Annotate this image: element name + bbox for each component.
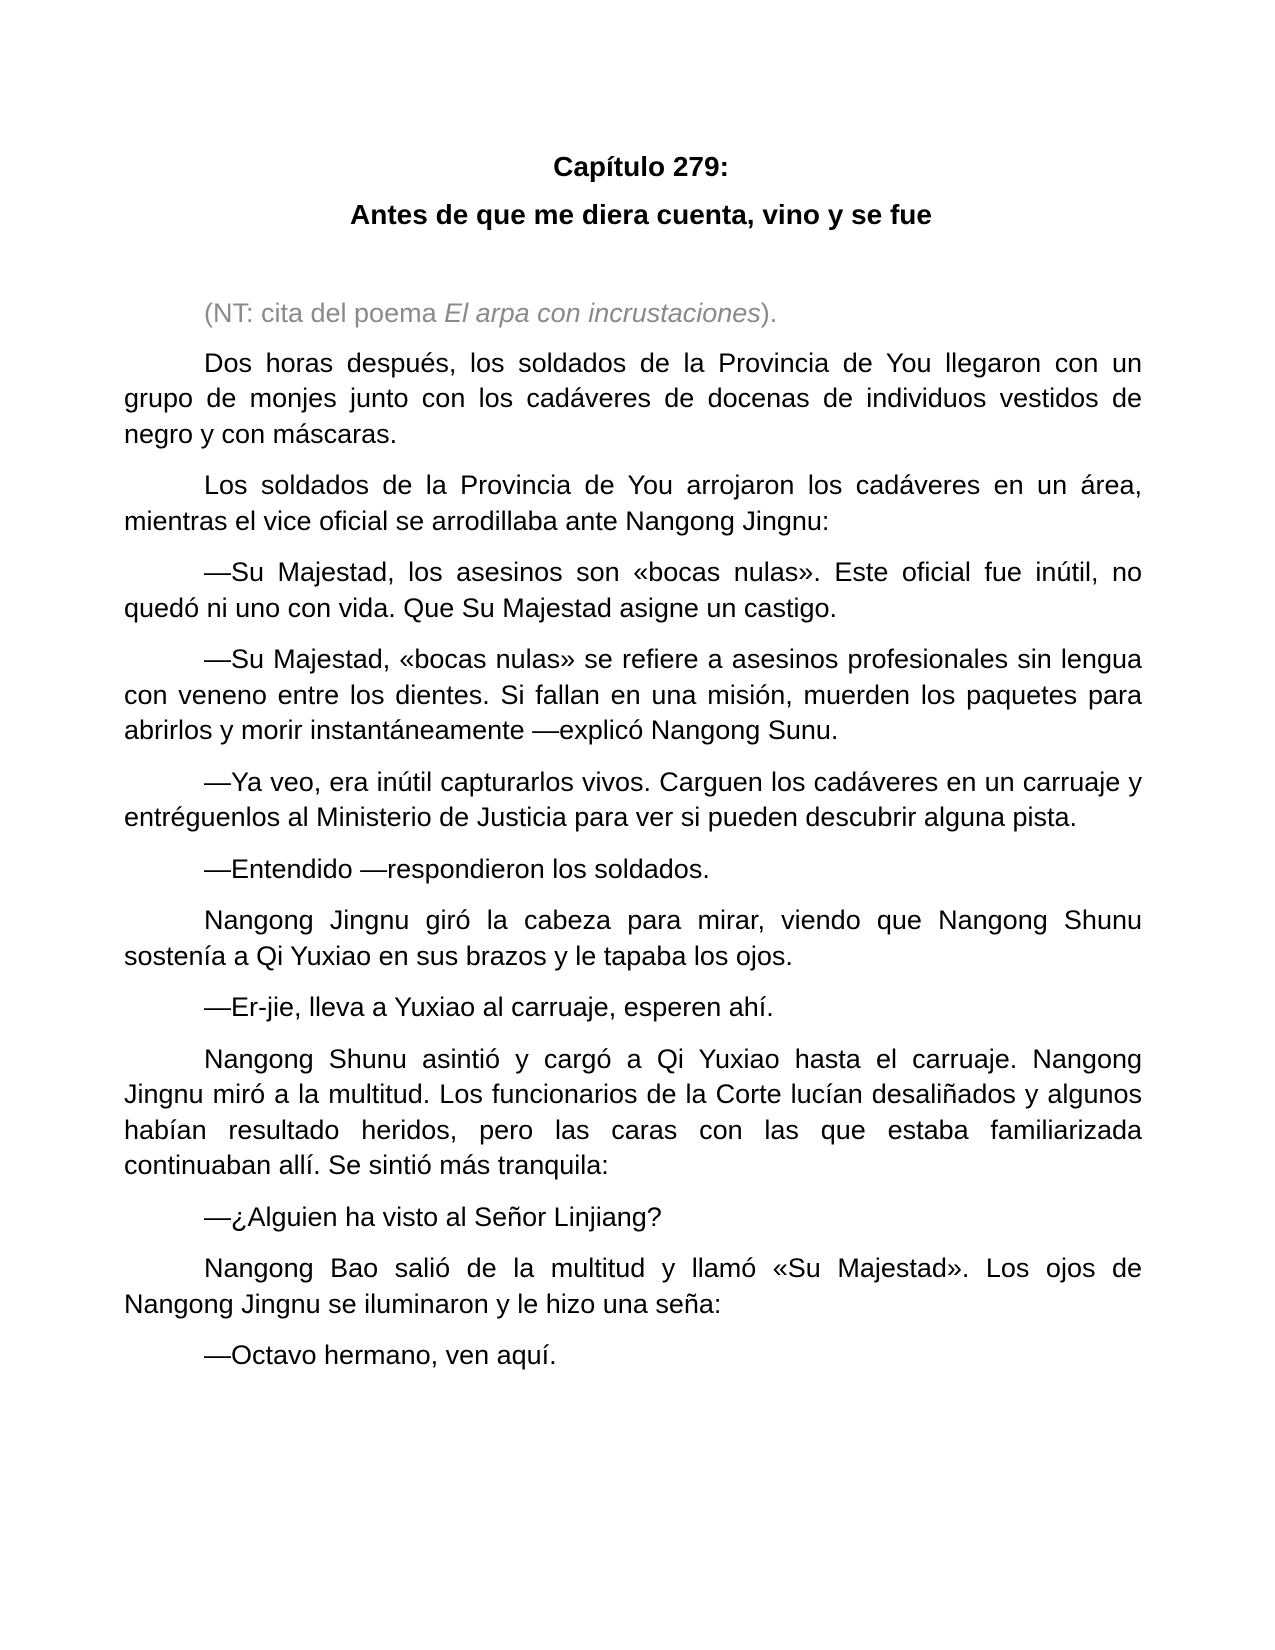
note-poem-title: El arpa con incrustaciones — [444, 298, 761, 328]
paragraph: Dos horas después, los soldados de la Provincia de You llegaron con un grupo de monjes junto con los cadáveres de docenas de individuos vestidos de negro y con máscaras. — [124, 347, 1142, 449]
paragraph: —Entendido —respondieron los soldados. — [204, 853, 710, 884]
chapter-title: Antes de que me diera cuenta, vino y se fue — [350, 199, 932, 230]
note-suffix: ). — [760, 298, 778, 328]
paragraph: —Er-jie, lleva a Yuxiao al carruaje, esperen ahí. — [204, 992, 774, 1022]
chapter-number: Capítulo 279: — [553, 151, 729, 182]
document-page — [124, 150, 1142, 1390]
note-prefix: (NT: cita del poema — [204, 298, 445, 328]
translator-note — [124, 296, 1142, 332]
paragraph: Nangong Shunu asintió y cargó a Qi Yuxiao hasta el carruaje. Nangong Jingnu miró a la multitud. Los funcionarios de la Corte lucían desaliñados y algunos habían resultado heridos, pero las caras con las que estaba familiarizada continuaban allí. Se sintió más tranquila: — [124, 1043, 1142, 1180]
paragraph: —Su Majestad, los asesinos son «bocas nulas». Este oficial fue inútil, no quedó ni uno con vida. Que Su Majestad asigne un castigo. — [124, 557, 1142, 623]
paragraph: —Su Majestad, «bocas nulas» se refiere a asesinos profesionales sin lengua con veneno entre los dientes. Si fallan en una misión, muerden los paquetes para abrirlos y morir instantáneamente —explicó Nangong Sunu. — [124, 644, 1142, 745]
paragraph: —Ya veo, era inútil capturarlos vivos. Carguen los cadáveres en un carruaje y entréguenlos al Ministerio de Justicia para ver si pueden descubrir alguna pista. — [124, 766, 1142, 832]
paragraph: —Octavo hermano, ven aquí. — [204, 1340, 557, 1370]
chapter-body — [124, 296, 1142, 1374]
paragraph: Nangong Bao salió de la multitud y llamó «Su Majestad». Los ojos de Nangong Jingnu se iluminaron y le hizo una seña: — [124, 1253, 1142, 1319]
paragraph: Los soldados de la Provincia de You arrojaron los cadáveres en un área, mientras el vice oficial se arrodillaba ante Nangong Jingnu: — [124, 470, 1142, 536]
paragraph: —¿Alguien ha visto al Señor Linjiang? — [204, 1201, 662, 1232]
paragraph: Nangong Jingnu giró la cabeza para mirar, viendo que Nangong Shunu sostenía a Qi Yuxiao en sus brazos y le tapaba los ojos. — [124, 905, 1142, 971]
